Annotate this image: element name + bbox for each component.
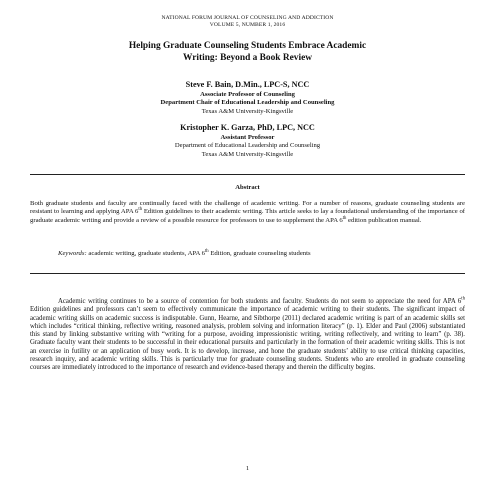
journal-volume: VOLUME 5, NUMBER 1, 2016 [209,22,286,28]
author-name: Steve F. Bain, D.Min., LPC-S, NCC [185,80,310,89]
journal-name: NATIONAL FORUM JOURNAL OF COUNSELING AND ADDICTION [161,15,334,21]
superscript: th [204,248,209,254]
page-number: 1 [245,465,250,472]
abstract-text [30,200,465,225]
author-title: Assistant Professor [220,133,275,141]
abstract-text-part: edition publication manual. [346,216,422,224]
abstract-top-rule [30,174,465,175]
author-department: Department of Educational Leadership and Counseling [174,142,321,149]
keywords-text: academic writing, graduate students, APA 6 [86,250,205,257]
abstract-text-part: Both graduate students and faculty are continually faced with the challenge of academic writing. For a number of reasons, graduate counseling students are resistant to learning and applying APA 6 [30,200,465,216]
body-paragraph [30,298,465,372]
abstract-heading: Abstract [235,184,260,191]
keywords-line [30,250,465,258]
abstract-text-part: Edition guidelines to their academic writing. This article seeks to lay a foundational understanding of the importance of graduate academic writing and provide a review of a possible resource for professors to use to supplement the APA 6 [30,208,466,224]
author-affiliation: Texas A&M University-Kingsville [201,107,294,115]
body-text-part: Edition guidelines and professors can’t seem to effectively communicate the importance of academic writing to their students. The significant impact of academic writing skills on academic success is indisputable. Gunn, Hearne, and Sibthorpe (2011) declared academic writing is part of an academic skills set which includes “critical thinking, reflective writing, reasoned analysis, problem solving and information literacy” (p. 1). Elder and Paul (2006) substantiated this stand by linking substantive writing with “writing for a purpose, avoiding impressionistic writing, writing reflectively, and writing to learn” (p. 38). Graduate faculty want their students to be successful in their educational pursuits and particularly in the formation of their academic writing skills. This is not an exercise in futility or an application of busy work. It is to develop, increase, and hone the graduate students’ ability to use critical thinking capacities, research inquiry, and academic writing skills. This is particularly true for graduate counseling students. Students who are enrolled in graduate counseling courses are immediately introduced to the importance of research and evidence-based therapy and therein the difficulty begins. [30,306,465,371]
abstract-bottom-rule [30,273,465,274]
superscript: th [138,207,143,213]
superscript: th [461,296,465,302]
author-block-1 [40,80,455,116]
article-title-line-1: Helping Graduate Counseling Students Embrace Academic [128,41,367,51]
author-block-2 [40,123,455,159]
body-text-part: Academic writing continues to be a source of contention for both students and faculty. Students do not seem to appreciate the need for APA 6 [58,298,462,305]
author-name: Kristopher K. Garza, PhD, LPC, NCC [180,123,315,132]
superscript: th [342,215,347,221]
article-title-line-2: Writing: Beyond a Book Review [183,53,312,63]
keywords-text: Edition, graduate counseling students [208,250,311,257]
keywords-label: Keywords: [58,250,87,257]
author-title: Associate Professor of Counseling [200,90,295,98]
author-affiliation: Texas A&M University-Kingsville [201,150,294,158]
article-title [40,40,455,64]
author-department: Department Chair of Educational Leadership and Counseling [160,99,335,106]
